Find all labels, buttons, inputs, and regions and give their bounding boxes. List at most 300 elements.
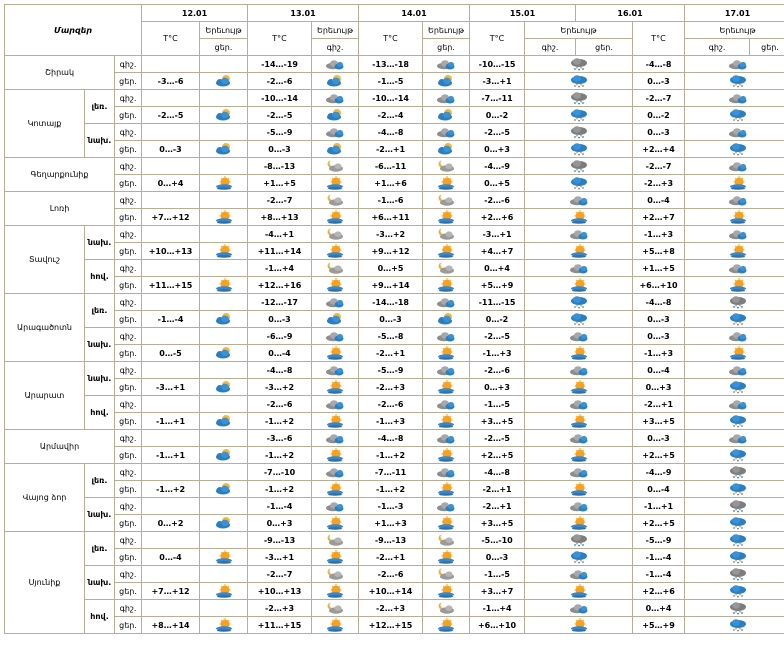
sun-cloud-icon <box>728 346 748 360</box>
partly-cloudy-icon <box>728 431 748 445</box>
temperature-cell: -1…+2 <box>248 447 312 464</box>
partly-cloudy-icon <box>569 567 589 581</box>
weather-cell <box>423 617 470 634</box>
temperature-cell: +2…+6 <box>633 583 685 600</box>
temperature-cell: +8…+13 <box>248 209 312 226</box>
cloud-sun-icon <box>214 346 234 360</box>
sun-cloud-icon <box>436 618 456 632</box>
weather-cell <box>200 447 248 464</box>
temperature-cell: +10…+13 <box>248 583 312 600</box>
time-of-day: գիշ. <box>115 328 142 345</box>
temperature-cell: -10…-15 <box>470 56 525 73</box>
weather-cell <box>525 311 633 328</box>
snow-cloud-blue-icon <box>728 448 748 462</box>
temperature-cell: 0…-2 <box>470 107 525 124</box>
weather-cell <box>423 56 470 73</box>
weather-cell <box>423 175 470 192</box>
forecast-row <box>5 226 784 243</box>
sun-cloud-icon <box>569 414 589 428</box>
weather-cell <box>525 447 633 464</box>
time-of-day: ցեր. <box>115 175 142 192</box>
partly-cloudy-icon <box>728 57 748 71</box>
temperature-cell: -2…-6 <box>359 396 423 413</box>
forecast-row <box>5 294 784 311</box>
weather-cell <box>685 481 784 498</box>
weather-cell <box>423 413 470 430</box>
temperature-cell: 0…-3 <box>470 549 525 566</box>
forecast-row <box>5 345 784 362</box>
weather-cell <box>423 396 470 413</box>
weather-cell <box>312 124 359 141</box>
weather-cell <box>312 311 359 328</box>
sun-cloud-icon <box>436 482 456 496</box>
weather-cell <box>312 192 359 209</box>
weather-cell <box>525 583 633 600</box>
temperature-cell: -7…-11 <box>470 90 525 107</box>
subzone-name: լեռ. <box>85 90 115 124</box>
weather-cell <box>525 566 633 583</box>
sun-cloud-icon <box>325 584 345 598</box>
snow-cloud-blue-icon <box>728 550 748 564</box>
weather-cell <box>200 141 248 158</box>
sun-cloud-icon <box>569 380 589 394</box>
subzone-name: լեռ. <box>85 294 115 328</box>
moon-cloud-icon <box>436 159 456 173</box>
date-header: 12.01 <box>142 5 248 22</box>
sun-cloud-icon <box>214 278 234 292</box>
cloud-sun-icon <box>325 312 345 326</box>
temperature-cell: +7…+12 <box>142 583 200 600</box>
subzone-name: նախ. <box>85 328 115 362</box>
weather-cell <box>200 56 248 73</box>
forecast-row <box>5 481 784 498</box>
temperature-cell: -2…-5 <box>470 430 525 447</box>
weather-cell <box>685 549 784 566</box>
partly-cloudy-icon <box>436 125 456 139</box>
day-header: ցեր. <box>423 39 470 56</box>
partly-cloudy-icon <box>728 159 748 173</box>
weather-cell <box>200 566 248 583</box>
weather-cell <box>423 209 470 226</box>
sun-cloud-icon <box>325 278 345 292</box>
forecast-row <box>5 430 784 447</box>
temperature-cell: -2…+1 <box>359 141 423 158</box>
weather-cell <box>200 583 248 600</box>
temperature-cell: -2…+1 <box>470 498 525 515</box>
weather-cell <box>423 464 470 481</box>
temperature-cell: 0…+4 <box>470 260 525 277</box>
weather-cell <box>312 175 359 192</box>
weather-cell <box>312 583 359 600</box>
temperature-cell: +6…+11 <box>359 209 423 226</box>
temperature-cell: 0…-3 <box>248 311 312 328</box>
time-of-day: ցեր. <box>115 243 142 260</box>
temperature-cell: -1…+2 <box>359 447 423 464</box>
snow-cloud-blue-icon <box>728 414 748 428</box>
region-name: Կոտայք <box>5 90 85 158</box>
cloud-snow-icon <box>569 159 589 173</box>
weather-cell <box>525 617 633 634</box>
temperature-cell: -2…-7 <box>633 90 685 107</box>
moon-cloud-icon <box>436 567 456 581</box>
forecast-row <box>5 617 784 634</box>
temperature-cell: -2…+1 <box>359 549 423 566</box>
temperature-cell: -2…+3 <box>359 600 423 617</box>
weather-cell <box>312 600 359 617</box>
temperature-cell: 0…-3 <box>633 328 685 345</box>
temperature-cell: -7…-11 <box>359 464 423 481</box>
weather-cell <box>423 379 470 396</box>
sun-cloud-icon <box>325 482 345 496</box>
time-of-day: ցեր. <box>115 549 142 566</box>
temperature-cell: -2…-5 <box>248 107 312 124</box>
weather-cell <box>312 362 359 379</box>
snow-cloud-blue-icon <box>728 142 748 156</box>
cloud-sun-icon <box>214 74 234 88</box>
temperature-cell: -7…-10 <box>248 464 312 481</box>
weather-cell <box>525 498 633 515</box>
temperature-cell: -4…-8 <box>359 430 423 447</box>
sun-cloud-icon <box>436 550 456 564</box>
sun-cloud-icon <box>325 210 345 224</box>
temperature-cell: 0…+3 <box>633 379 685 396</box>
temperature-cell: -9…-13 <box>248 532 312 549</box>
temperature-cell: +3…+5 <box>470 515 525 532</box>
sun-cloud-icon <box>569 584 589 598</box>
weather-cell <box>200 532 248 549</box>
weather-cell <box>685 141 784 158</box>
temperature-cell: 0…-2 <box>633 107 685 124</box>
date-header: 15.01 <box>470 5 576 22</box>
temperature-cell <box>142 430 200 447</box>
weather-cell <box>423 498 470 515</box>
temperature-cell: +2…+5 <box>633 447 685 464</box>
temperature-cell <box>142 90 200 107</box>
forecast-row <box>5 328 784 345</box>
temperature-cell: -1…+1 <box>142 447 200 464</box>
weather-cell <box>312 498 359 515</box>
temperature-cell: -1…-4 <box>633 566 685 583</box>
weather-cell <box>423 328 470 345</box>
temperature-cell: -5…-8 <box>359 328 423 345</box>
date-header: 13.01 <box>248 5 359 22</box>
partly-cloudy-icon <box>325 363 345 377</box>
forecast-row <box>5 600 784 617</box>
weather-cell <box>200 328 248 345</box>
weather-cell <box>200 617 248 634</box>
sun-cloud-icon <box>436 414 456 428</box>
day-header: ցեր. <box>750 39 784 56</box>
region-name: Գեղարքունիք <box>5 158 115 192</box>
temperature-cell: -1…-5 <box>359 73 423 90</box>
weather-cell <box>685 617 784 634</box>
weather-cell <box>200 124 248 141</box>
cloud-snow-icon <box>569 533 589 547</box>
weather-cell <box>525 396 633 413</box>
time-of-day: գիշ. <box>115 90 142 107</box>
weather-cell <box>423 243 470 260</box>
weather-cell <box>525 481 633 498</box>
partly-cloudy-icon <box>569 193 589 207</box>
subzone-name: նախ. <box>85 226 115 260</box>
weather-cell <box>312 396 359 413</box>
time-of-day: ցեր. <box>115 107 142 124</box>
temperature-cell: -3…+2 <box>248 379 312 396</box>
weather-cell <box>312 107 359 124</box>
time-of-day: գիշ. <box>115 56 142 73</box>
time-of-day: գիշ. <box>115 464 142 481</box>
temperature-cell: 0…+2 <box>142 515 200 532</box>
day-header: ցեր. <box>200 39 248 56</box>
temperature-header: T°C <box>248 22 312 56</box>
weather-cell <box>423 294 470 311</box>
temperature-cell: -3…+1 <box>470 226 525 243</box>
temperature-cell: +5…+9 <box>470 277 525 294</box>
moon-cloud-icon <box>436 601 456 615</box>
weather-cell <box>423 73 470 90</box>
time-of-day: ցեր. <box>115 311 142 328</box>
weather-cell <box>685 532 784 549</box>
partly-cloudy-icon <box>436 295 456 309</box>
temperature-cell: +11…+15 <box>142 277 200 294</box>
subzone-name: հով. <box>85 600 115 634</box>
temperature-cell: -14…-18 <box>359 294 423 311</box>
weather-cell <box>685 175 784 192</box>
cloud-sun-icon <box>436 74 456 88</box>
temperature-cell: -12…-17 <box>248 294 312 311</box>
temperature-cell: -4…-8 <box>633 56 685 73</box>
sun-cloud-icon <box>325 380 345 394</box>
time-of-day: ցեր. <box>115 515 142 532</box>
temperature-cell: -1…-4 <box>142 311 200 328</box>
weather-cell <box>200 90 248 107</box>
weather-header: Երեւույթ <box>525 22 633 39</box>
temperature-cell: -1…-5 <box>470 396 525 413</box>
weather-cell <box>200 379 248 396</box>
weather-cell <box>525 192 633 209</box>
temperature-cell: +2…+6 <box>470 209 525 226</box>
temperature-cell: -14…-19 <box>248 56 312 73</box>
snow-cloud-blue-icon <box>569 176 589 190</box>
moon-cloud-icon <box>325 227 345 241</box>
temperature-cell: -13…-18 <box>359 56 423 73</box>
temperature-cell: -1…+1 <box>142 413 200 430</box>
subzone-name: նախ. <box>85 566 115 600</box>
temperature-cell: 0…-5 <box>142 345 200 362</box>
weather-cell <box>525 141 633 158</box>
time-of-day: գիշ. <box>115 192 142 209</box>
temperature-cell: -4…-8 <box>359 124 423 141</box>
partly-cloudy-icon <box>728 261 748 275</box>
temperature-cell: +1…+5 <box>248 175 312 192</box>
temperature-cell: 0…-3 <box>359 311 423 328</box>
temperature-cell <box>142 362 200 379</box>
time-of-day: գիշ. <box>115 226 142 243</box>
weather-cell <box>200 260 248 277</box>
temperature-cell: -1…+3 <box>633 226 685 243</box>
temperature-cell: -2…-5 <box>470 328 525 345</box>
weather-cell <box>200 158 248 175</box>
partly-cloudy-icon <box>436 363 456 377</box>
temperature-cell: -1…+3 <box>359 413 423 430</box>
partly-cloudy-icon <box>436 499 456 513</box>
date-header-row <box>5 5 784 22</box>
weather-cell <box>200 600 248 617</box>
weather-cell <box>685 583 784 600</box>
partly-cloudy-icon <box>569 465 589 479</box>
temperature-cell: 0…+5 <box>359 260 423 277</box>
weather-cell <box>312 515 359 532</box>
partly-cloudy-icon <box>325 499 345 513</box>
temperature-cell: -1…+4 <box>248 260 312 277</box>
sun-cloud-icon <box>325 346 345 360</box>
snow-cloud-blue-icon <box>569 74 589 88</box>
temperature-cell <box>142 294 200 311</box>
forecast-row <box>5 549 784 566</box>
temperature-cell: -2…+3 <box>248 600 312 617</box>
temperature-cell: -5…-9 <box>248 124 312 141</box>
snow-cloud-blue-icon <box>569 312 589 326</box>
temperature-header: T°C <box>633 22 685 56</box>
weather-cell <box>525 294 633 311</box>
forecast-row <box>5 56 784 73</box>
temperature-cell: -4…-8 <box>470 464 525 481</box>
temperature-cell: -2…-6 <box>359 566 423 583</box>
time-of-day: ցեր. <box>115 209 142 226</box>
moon-cloud-icon <box>325 261 345 275</box>
weather-cell <box>423 600 470 617</box>
weather-cell <box>312 430 359 447</box>
snow-cloud-blue-icon <box>728 312 748 326</box>
partly-cloudy-icon <box>325 125 345 139</box>
weather-cell <box>525 107 633 124</box>
temperature-cell: -2…-6 <box>248 73 312 90</box>
cloud-sun-icon <box>325 74 345 88</box>
time-of-day: գիշ. <box>115 362 142 379</box>
time-of-day: ցեր. <box>115 345 142 362</box>
weather-cell <box>200 413 248 430</box>
cloud-snow-icon <box>569 91 589 105</box>
weather-cell <box>200 175 248 192</box>
weather-cell <box>685 294 784 311</box>
time-of-day: ցեր. <box>115 379 142 396</box>
temperature-cell: -4…-9 <box>633 464 685 481</box>
temperature-cell <box>142 600 200 617</box>
temperature-cell: 0…+4 <box>142 175 200 192</box>
partly-cloudy-icon <box>569 499 589 513</box>
weather-cell <box>525 362 633 379</box>
temperature-cell: -1…+2 <box>359 481 423 498</box>
sun-cloud-icon <box>214 584 234 598</box>
forecast-row <box>5 447 784 464</box>
cloud-sun-icon <box>325 142 345 156</box>
weather-cell <box>525 515 633 532</box>
forecast-row <box>5 90 784 107</box>
temperature-cell: -2…+1 <box>359 345 423 362</box>
weather-cell <box>525 430 633 447</box>
weather-cell <box>312 379 359 396</box>
sun-cloud-icon <box>325 448 345 462</box>
weather-cell <box>423 124 470 141</box>
cloud-sun-icon <box>436 108 456 122</box>
weather-cell <box>200 294 248 311</box>
weather-cell <box>685 345 784 362</box>
temperature-cell: 0…+3 <box>470 379 525 396</box>
partly-cloudy-icon <box>569 227 589 241</box>
weather-cell <box>685 379 784 396</box>
weather-cell <box>685 515 784 532</box>
sun-cloud-icon <box>569 618 589 632</box>
temperature-cell: -1…-5 <box>470 566 525 583</box>
partly-cloudy-icon <box>728 193 748 207</box>
temperature-cell: +2…+5 <box>633 515 685 532</box>
sun-cloud-icon <box>728 244 748 258</box>
region-name: Լոռի <box>5 192 115 226</box>
weather-cell <box>423 583 470 600</box>
weather-cell <box>525 226 633 243</box>
temperature-cell: -1…-3 <box>359 498 423 515</box>
cloud-sun-icon <box>436 312 456 326</box>
temperature-cell: 0…-4 <box>633 362 685 379</box>
temperature-cell: -2…+3 <box>359 379 423 396</box>
snow-cloud-blue-icon <box>728 482 748 496</box>
partly-cloudy-icon <box>728 91 748 105</box>
partly-cloudy-icon <box>569 363 589 377</box>
temperature-cell: -1…+1 <box>633 498 685 515</box>
time-of-day: գիշ. <box>115 158 142 175</box>
weather-cell <box>312 345 359 362</box>
forecast-body <box>5 56 784 634</box>
weather-cell <box>423 192 470 209</box>
temperature-cell: +8…+14 <box>142 617 200 634</box>
temperature-cell: 0…-3 <box>633 73 685 90</box>
weather-cell <box>525 158 633 175</box>
subzone-name: նախ. <box>85 362 115 396</box>
weather-cell <box>200 209 248 226</box>
partly-cloudy-icon <box>728 227 748 241</box>
sun-cloud-icon <box>325 516 345 530</box>
partly-cloudy-icon <box>436 329 456 343</box>
snow-cloud-blue-icon <box>569 550 589 564</box>
forecast-table <box>4 4 784 634</box>
weather-cell <box>200 107 248 124</box>
temperature-cell: -5…-9 <box>359 362 423 379</box>
weather-cell <box>525 549 633 566</box>
weather-cell <box>525 56 633 73</box>
temperature-cell: +2…+7 <box>633 209 685 226</box>
snow-cloud-blue-icon <box>728 584 748 598</box>
temperature-cell: +1…+5 <box>633 260 685 277</box>
forecast-row <box>5 311 784 328</box>
weather-cell <box>312 549 359 566</box>
cloud-snow-icon <box>728 295 748 309</box>
weather-cell <box>525 328 633 345</box>
sun-cloud-icon <box>728 176 748 190</box>
weather-cell <box>423 532 470 549</box>
weather-cell <box>685 277 784 294</box>
weather-cell <box>200 464 248 481</box>
weather-cell <box>200 192 248 209</box>
temperature-cell: 0…-3 <box>633 430 685 447</box>
temperature-cell: +11…+15 <box>248 617 312 634</box>
weather-cell <box>685 124 784 141</box>
weather-cell <box>423 277 470 294</box>
time-of-day: գիշ. <box>115 532 142 549</box>
temperature-cell: -2…+3 <box>633 175 685 192</box>
partly-cloudy-icon <box>325 397 345 411</box>
sun-cloud-icon <box>214 618 234 632</box>
temperature-cell: -3…-6 <box>248 430 312 447</box>
